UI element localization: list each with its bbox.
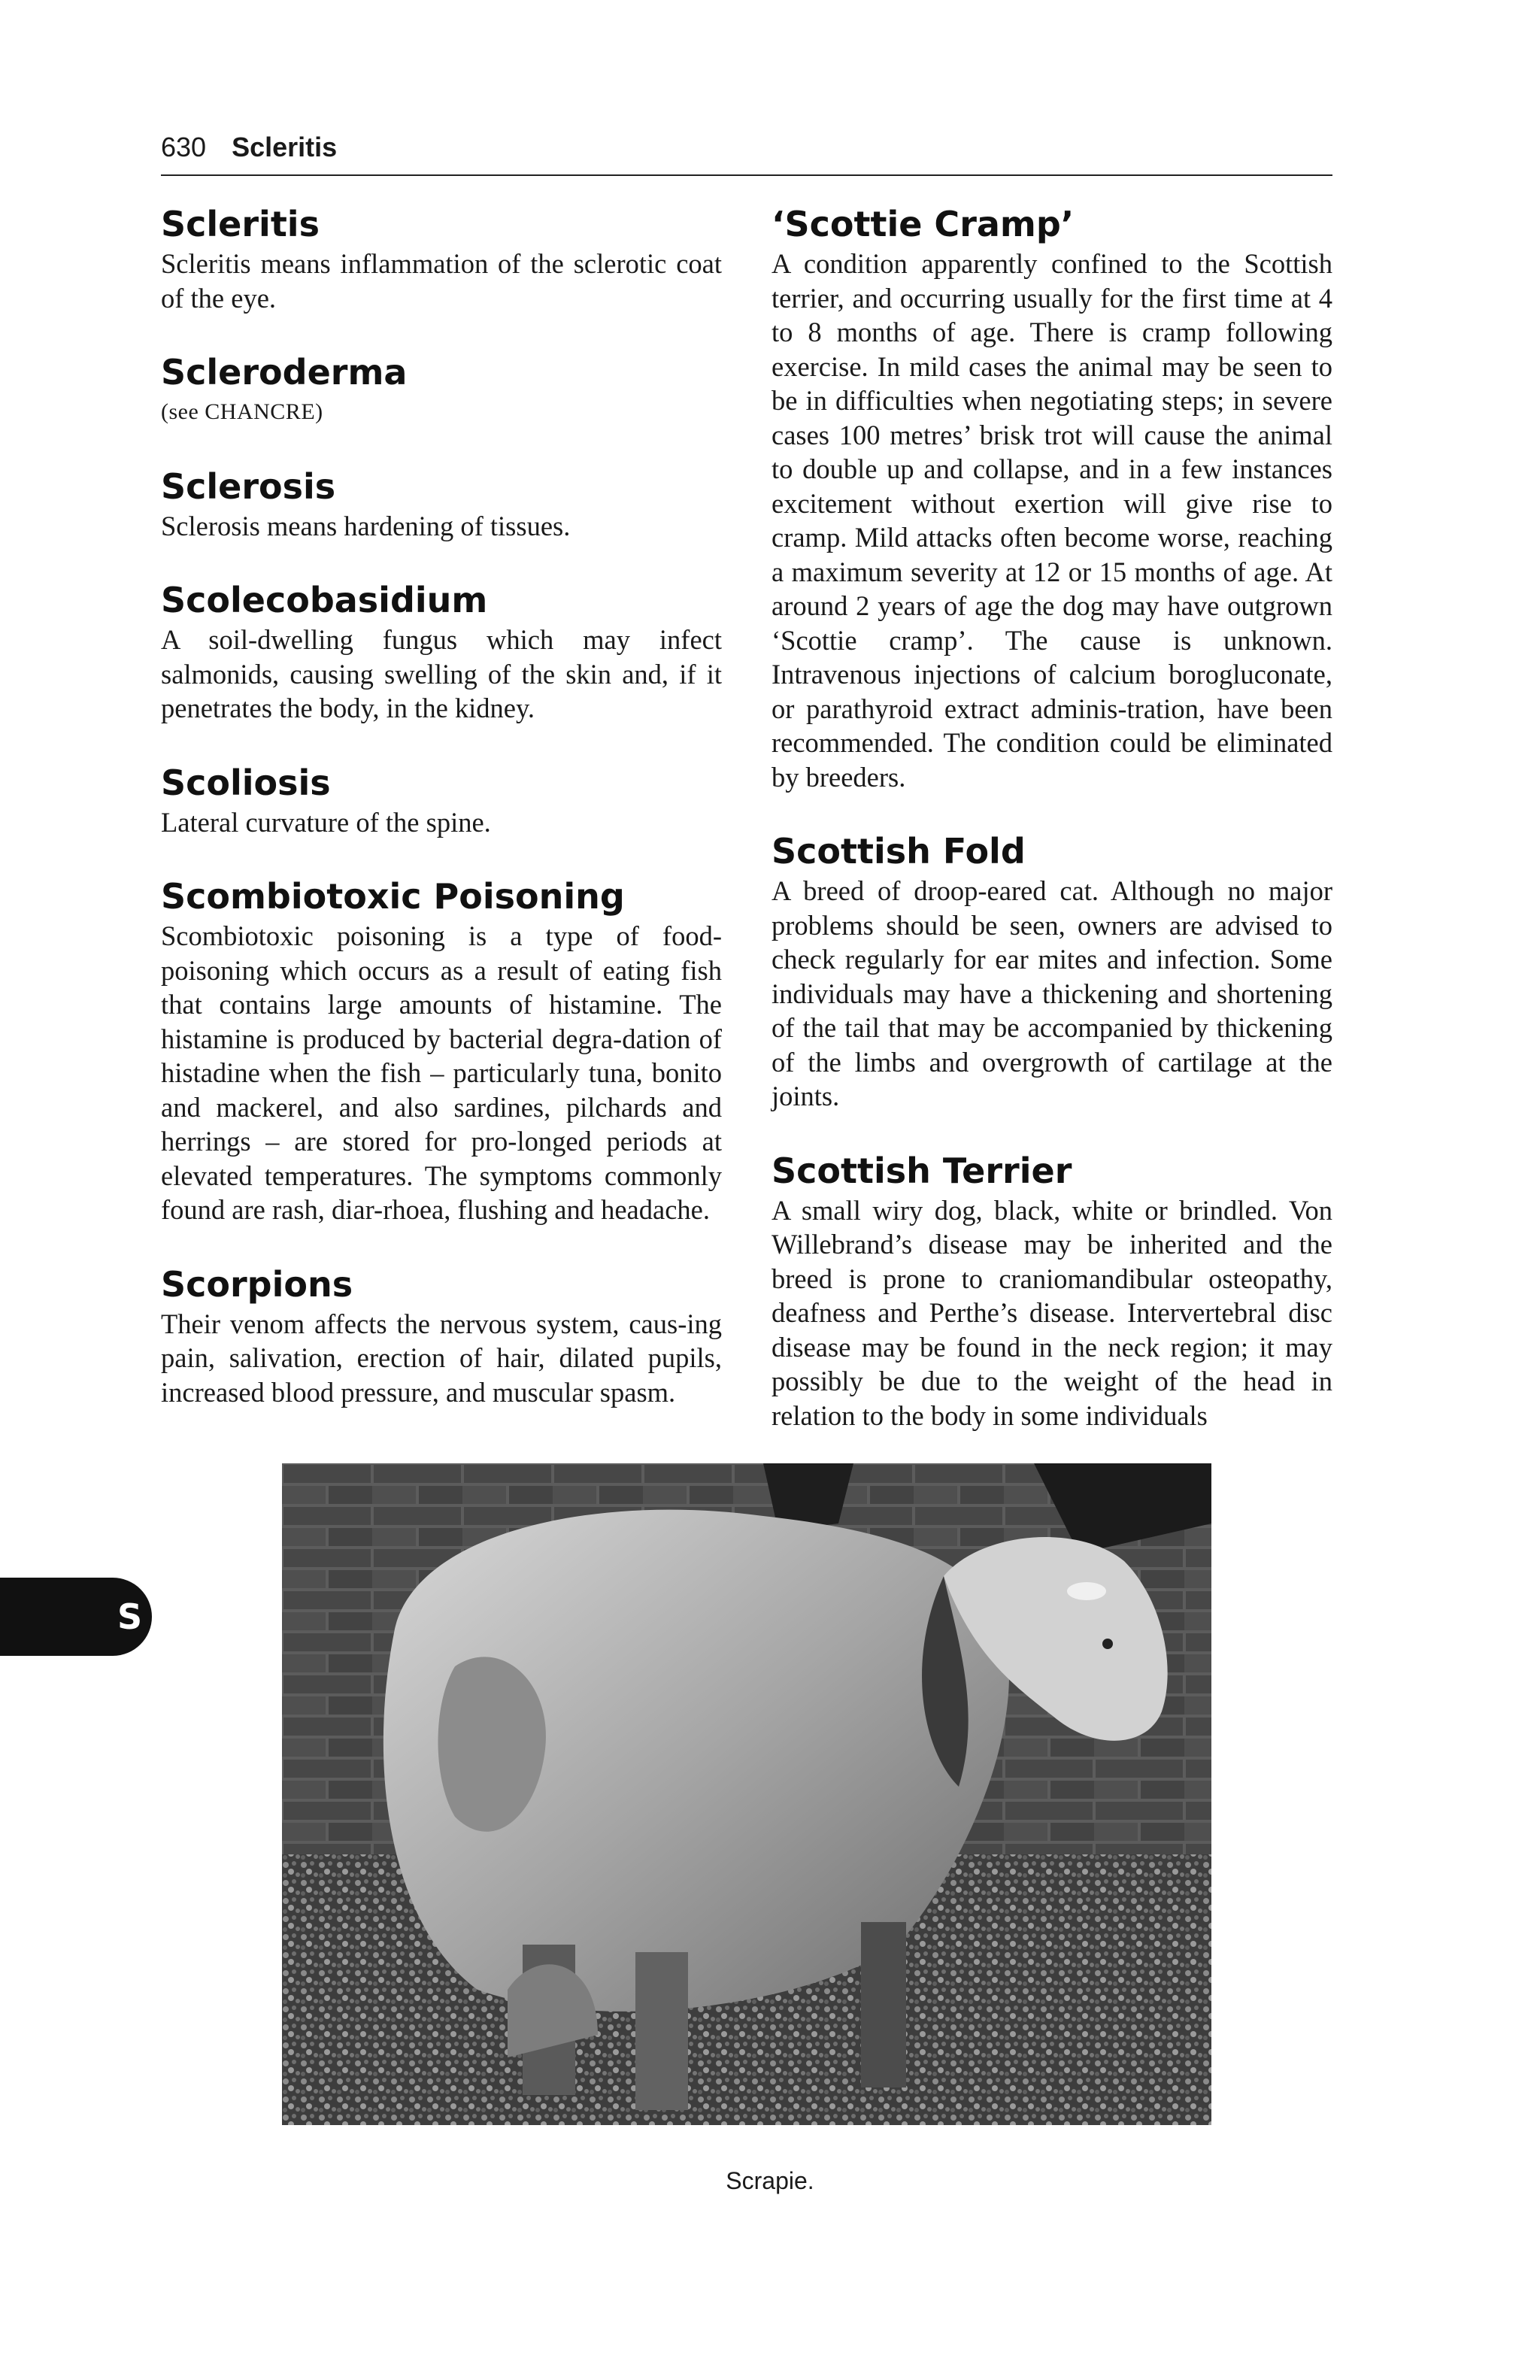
entry-heading: Sclerosis <box>161 465 336 507</box>
entry-scottie-cramp <box>772 203 1332 794</box>
thumb-index-tab <box>0 1578 152 1656</box>
entry-scleritis <box>161 203 722 315</box>
entry-heading: Scolecobasidium <box>161 580 488 620</box>
running-head <box>161 125 1332 176</box>
entry-heading: Scottish Fold <box>772 831 1026 872</box>
entry-heading: Scleroderma <box>161 352 408 393</box>
entry-scolecobasidium <box>161 579 722 726</box>
entry-heading: Scorpions <box>161 1263 353 1305</box>
entry-body: Lateral curvature of the spine. <box>161 806 491 838</box>
scrapie-photograph <box>282 1463 1211 2125</box>
left-column <box>161 203 722 1445</box>
entry-heading: Scoliosis <box>161 762 331 803</box>
entry-scottish-fold <box>772 830 1332 1114</box>
entry-body: Scleritis means inflammation of the sclerotic coat of the eye. <box>161 248 722 314</box>
entry-heading: Scottish Terrier <box>772 1150 1072 1191</box>
entry-body: Scombiotoxic poisoning is a type of food-poisoning which occurs as a result of eating fish that contains large amounts of histamine. The histamine is produced by bacterial degra-dation of histadine when the fish – particularly tuna, bonito and mackerel, and also sardines, pilchards and herrings – are stored for pro-longed periods at elevated temperatures. The symptoms commonly found are rash, diar-rhoea, flushing and headache. <box>161 920 722 1225</box>
entry-body: Their venom affects the nervous system, caus-ing pain, salivation, erection of hair, dilated pupils, increased blood pressure, and muscular spasm. <box>161 1308 722 1408</box>
sheep-illustration <box>282 1463 1211 2125</box>
cross-reference: (see CHANCRE) <box>161 399 323 424</box>
entry-scoliosis <box>161 762 722 840</box>
figure-caption: Scrapie. <box>726 2167 814 2194</box>
thumb-index-letter: S <box>117 1596 143 1637</box>
entry-scombiotoxic-poisoning <box>161 875 722 1227</box>
entry-body: A small wiry dog, black, white or brindled. Von Willebrand’s disease may be inherited and the breed is prone to craniomandibular osteopathy, deafness and Perthe’s disease. Intervertebral disc disease may be found in the neck region; it may possibly be due to the weight of the head in relation to the body in some individuals <box>772 1194 1332 1431</box>
entry-scorpions <box>161 1263 722 1410</box>
right-column <box>772 203 1332 1469</box>
entry-body: A soil-dwelling fungus which may infect salmonids, causing swelling of the skin and, if it penetrates the body, in the kidney. <box>161 624 722 723</box>
page-number: 630 <box>161 132 207 162</box>
entry-heading: ‘Scottie Cramp’ <box>772 204 1075 244</box>
entry-sclerosis <box>161 465 722 544</box>
entry-body: A condition apparently confined to the Scottish terrier, and occurring usually for the first time at 4 to 8 months of age. There is cramp following exercise. In mild cases the animal may be seen to be in difficulties when negotiating steps; in severe cases 100 metres’ brisk trot will cause the animal to double up and collapse, and in a few instances excitement without exertion will give rise to cramp. Mild attacks often become worse, reaching a maximum severity at 12 or 15 months of age. At around 2 years of age the dog may have outgrown ‘Scottie cramp’. The cause is unknown. Intravenous injections of calcium borogluconate, or parathyroid extract adminis-tration, have been recommended. The condition could be eliminated by breeders. <box>772 248 1332 793</box>
entry-scleroderma <box>161 351 722 429</box>
running-title: Scleritis <box>232 132 338 162</box>
entry-heading: Scleritis <box>161 204 320 244</box>
entry-body: A breed of droop-eared cat. Although no major problems should be seen, owners are advised to check regularly for ear mites and infection. Some individuals may have a thickening and shortening of the tail that may be accompanied by thickening of the limbs and overgrowth of cartilage at the joints. <box>772 875 1332 1111</box>
entry-body: Sclerosis means hardening of tissues. <box>161 510 571 541</box>
entry-scottish-terrier <box>772 1150 1332 1433</box>
entry-heading: Scombiotoxic Poisoning <box>161 876 625 917</box>
